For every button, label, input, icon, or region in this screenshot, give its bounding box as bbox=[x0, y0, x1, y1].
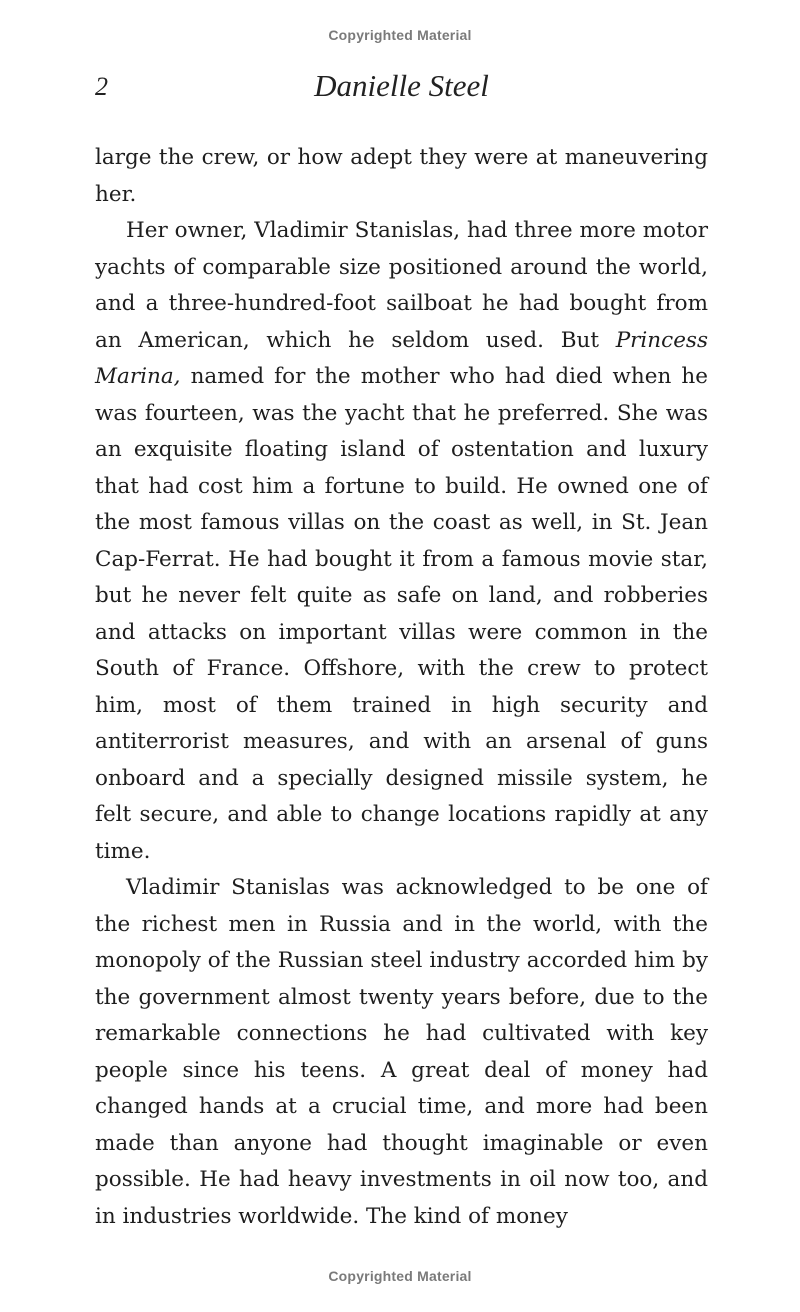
paragraph-2-rest: named for the mother who had died when he was fourteen, was the yacht that he preferred. She was an exquisite floating island of ostentation and luxury that had cost him a fortune to build. He owned one of the most famous villas on the coast as well, in St. Jean Cap-Ferrat. He had bought it from a famous movie star, but he never felt quite as safe on land, and robberies and attacks on important villas were common in the South of France. Offshore, with the crew to protect him, most of them trained in high security and antiterrorist measures, and with an arsenal of guns onboard and a specially designed missile system, he felt secure, and able to change locations rapidly at any time. bbox=[95, 364, 708, 864]
page-number: 2 bbox=[95, 72, 108, 101]
author-name: Danielle Steel bbox=[314, 68, 489, 103]
paragraph-2 bbox=[95, 213, 708, 870]
paragraph-1: large the crew, or how adept they were at maneuvering her. bbox=[95, 145, 708, 207]
copyright-watermark-bottom: Copyrighted Material bbox=[328, 1268, 472, 1284]
paragraph-3: Vladimir Stanislas was acknowledged to be one of the richest men in Russia and in the world, with the monopoly of the Russian steel industry accorded him by the government almost twenty years before, due to the remarkable connections he had cultivated with key people since his teens. A great deal of money had changed hands at a crucial time, and more had been made than anyone had thought imaginable or even possible. He had heavy investments in oil now too, and in industries worldwide. The kind of money bbox=[95, 875, 708, 1229]
copyright-watermark-top: Copyrighted Material bbox=[328, 27, 472, 43]
body-text bbox=[95, 140, 708, 1235]
yacht-name: Princess Marina, bbox=[95, 327, 708, 389]
paragraph-2-start: Her owner, Vladimir Stanislas, had three more motor yachts of comparable size positioned around the world, and a three-hundred-foot sailboat he had bought from an American, which he seldom used. But bbox=[95, 218, 708, 353]
running-header bbox=[95, 68, 708, 108]
